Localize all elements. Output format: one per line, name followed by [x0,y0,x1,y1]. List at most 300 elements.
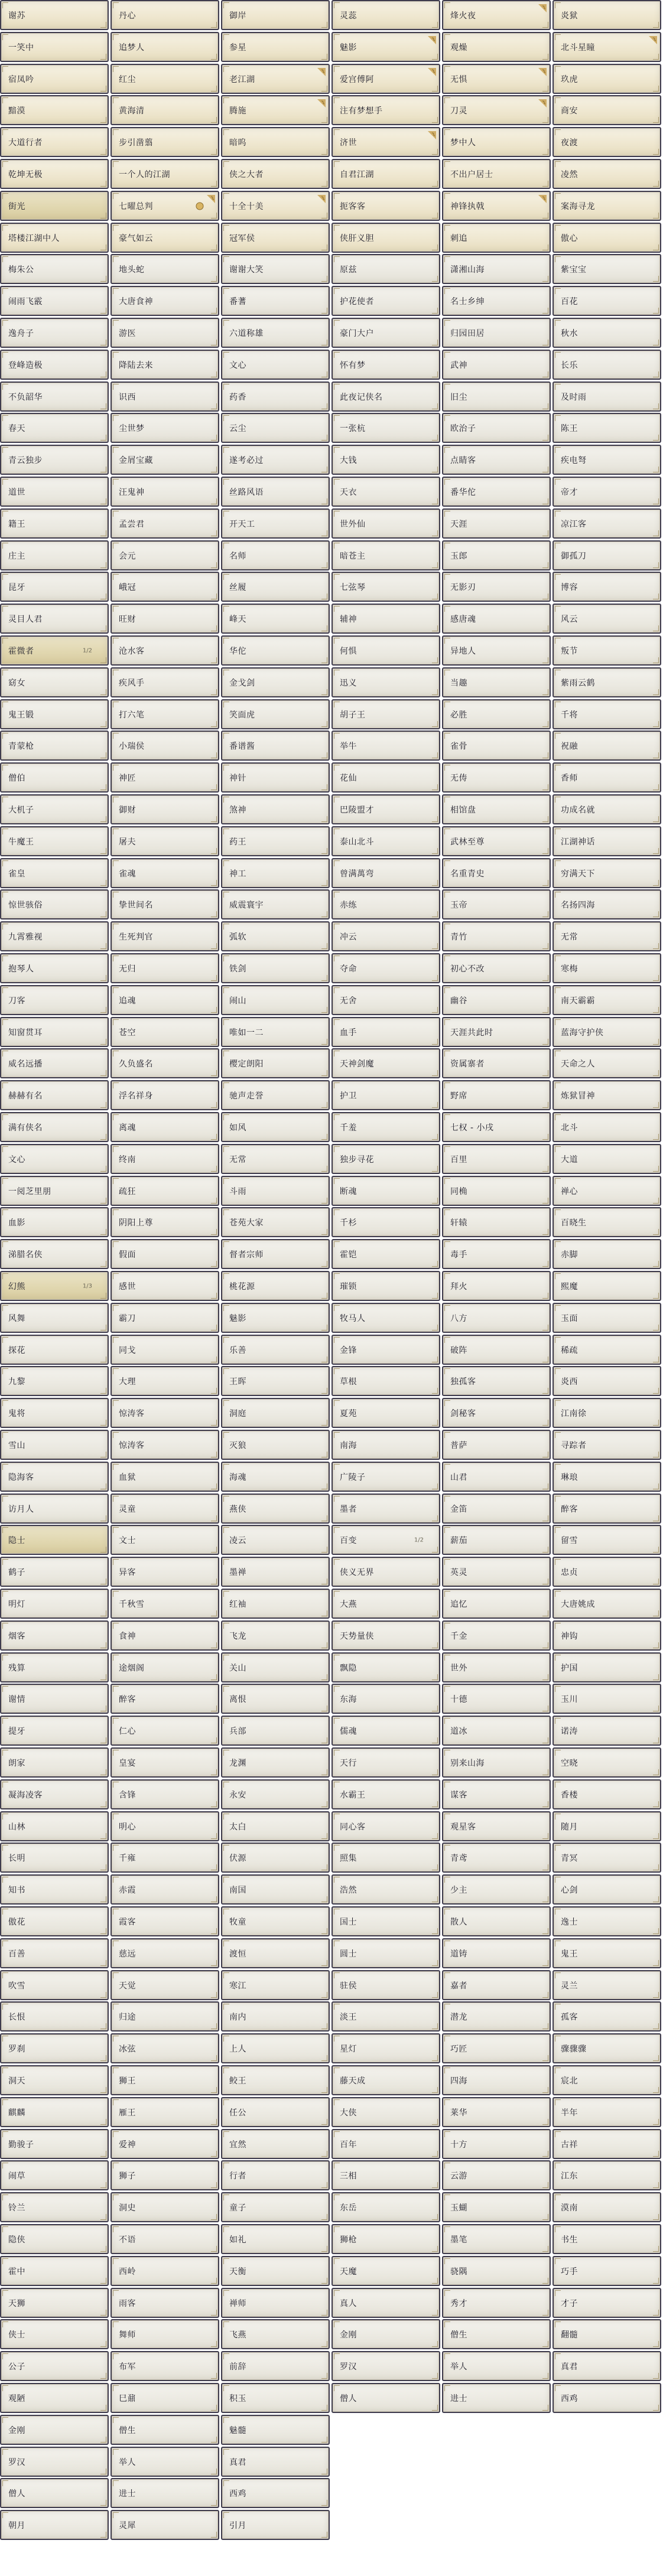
title-cell[interactable] [110,2065,219,2095]
title-cell[interactable] [442,1779,551,1809]
title-cell[interactable] [110,1144,219,1174]
title-cell[interactable] [0,381,109,412]
title-cell[interactable] [110,2319,219,2349]
title-cell[interactable] [332,286,440,316]
title-cell[interactable] [221,1779,330,1809]
title-cell[interactable] [0,1874,109,1905]
title-cell[interactable] [110,1525,219,1555]
title-cell[interactable] [332,1684,440,1714]
title-cell[interactable] [552,2319,661,2349]
title-cell[interactable] [110,2256,219,2286]
title-cell[interactable] [221,1335,330,1365]
title-cell[interactable] [442,1366,551,1396]
title-cell[interactable] [332,1271,440,1301]
title-cell[interactable] [442,2065,551,2095]
title-cell[interactable] [332,1430,440,1460]
title-cell[interactable] [552,223,661,253]
title-cell[interactable] [442,1335,551,1365]
title-cell[interactable] [0,731,109,761]
title-cell[interactable] [442,1716,551,1746]
title-cell[interactable] [332,1207,440,1237]
title-cell[interactable] [552,985,661,1015]
title-cell[interactable] [552,1811,661,1841]
title-cell[interactable] [332,572,440,602]
title-cell[interactable] [552,1494,661,1524]
title-cell[interactable] [110,445,219,475]
title-cell[interactable] [552,64,661,94]
title-cell[interactable] [0,508,109,539]
title-cell[interactable] [110,1811,219,1841]
title-cell[interactable] [552,508,661,539]
title-cell[interactable] [0,2256,109,2286]
title-cell[interactable] [332,953,440,983]
title-cell[interactable] [552,2351,661,2381]
title-cell[interactable] [442,826,551,856]
title-cell[interactable] [110,0,219,30]
title-cell[interactable] [552,1112,661,1142]
title-cell[interactable] [552,826,661,856]
title-cell[interactable] [110,350,219,380]
title-cell[interactable] [332,254,440,284]
title-cell[interactable] [0,1271,109,1301]
title-cell[interactable] [110,127,219,157]
title-cell[interactable] [552,1207,661,1237]
title-cell[interactable] [0,2097,109,2127]
title-cell[interactable] [442,1176,551,1206]
title-cell[interactable] [0,1970,109,2000]
title-cell[interactable] [0,32,109,62]
title-cell[interactable] [552,2065,661,2095]
title-cell[interactable] [0,1494,109,1524]
title-cell[interactable] [552,2097,661,2127]
title-cell[interactable] [110,1938,219,1968]
title-cell[interactable] [442,2224,551,2254]
title-cell[interactable] [552,191,661,221]
title-cell[interactable] [332,1970,440,2000]
title-cell[interactable] [221,381,330,412]
title-cell[interactable] [552,2001,661,2032]
title-cell[interactable] [552,2033,661,2063]
title-cell[interactable] [0,127,109,157]
title-cell[interactable] [332,1874,440,1905]
title-cell[interactable] [0,1080,109,1110]
title-cell[interactable] [110,2160,219,2190]
title-cell[interactable] [221,953,330,983]
title-cell[interactable] [221,1747,330,1778]
title-cell[interactable] [332,0,440,30]
title-cell[interactable] [221,318,330,348]
title-cell[interactable] [110,794,219,824]
title-cell[interactable] [0,826,109,856]
title-cell[interactable] [221,64,330,94]
title-cell[interactable] [110,1874,219,1905]
title-cell[interactable] [110,889,219,919]
title-cell[interactable] [221,2478,330,2508]
title-cell[interactable] [221,667,330,697]
title-cell[interactable] [442,2351,551,2381]
title-cell[interactable] [552,381,661,412]
title-cell[interactable] [332,826,440,856]
title-cell[interactable] [221,1906,330,1936]
title-cell[interactable] [110,540,219,570]
title-cell[interactable] [110,985,219,1015]
title-cell[interactable] [552,2192,661,2222]
title-cell[interactable] [442,1080,551,1110]
title-cell[interactable] [552,1652,661,1682]
title-cell[interactable] [221,1970,330,2000]
title-cell[interactable] [0,2415,109,2445]
title-cell[interactable] [0,794,109,824]
title-cell[interactable] [110,2383,219,2413]
title-cell[interactable] [332,731,440,761]
title-cell[interactable] [110,1970,219,2000]
title-cell[interactable] [332,1938,440,1968]
title-cell[interactable] [221,95,330,125]
title-cell[interactable] [110,1017,219,1047]
title-cell[interactable] [0,1112,109,1142]
title-cell[interactable] [110,1684,219,1714]
title-cell[interactable] [0,254,109,284]
title-cell[interactable] [332,1017,440,1047]
title-cell[interactable] [332,64,440,94]
title-cell[interactable] [332,223,440,253]
title-cell[interactable] [332,604,440,634]
title-cell[interactable] [110,635,219,666]
title-cell[interactable] [332,1747,440,1778]
title-cell[interactable] [0,2288,109,2318]
title-cell[interactable] [332,1779,440,1809]
title-cell[interactable] [221,985,330,1015]
title-cell[interactable] [0,2001,109,2032]
title-cell[interactable] [110,381,219,412]
title-cell[interactable] [0,223,109,253]
title-cell[interactable] [221,477,330,507]
title-cell[interactable] [552,604,661,634]
title-cell[interactable] [332,413,440,443]
title-cell[interactable] [552,1080,661,1110]
title-cell[interactable] [552,1620,661,1651]
title-cell[interactable] [0,2478,109,2508]
title-cell[interactable] [332,32,440,62]
title-cell[interactable] [552,699,661,729]
title-cell[interactable] [221,1811,330,1841]
title-cell[interactable] [332,635,440,666]
title-cell[interactable] [221,1494,330,1524]
title-cell[interactable] [552,2383,661,2413]
title-cell[interactable] [0,1557,109,1587]
title-cell[interactable] [221,2256,330,2286]
title-cell[interactable] [0,635,109,666]
title-cell[interactable] [221,2065,330,2095]
title-cell[interactable] [221,2001,330,2032]
title-cell[interactable] [552,540,661,570]
title-cell[interactable] [332,1494,440,1524]
title-cell[interactable] [221,2160,330,2190]
title-cell[interactable] [0,191,109,221]
title-cell[interactable] [0,1843,109,1873]
title-cell[interactable] [552,1525,661,1555]
title-cell[interactable] [221,223,330,253]
title-cell[interactable] [442,32,551,62]
title-cell[interactable] [110,953,219,983]
title-cell[interactable] [332,2097,440,2127]
title-cell[interactable] [332,1144,440,1174]
title-cell[interactable] [221,2097,330,2127]
title-cell[interactable] [442,2319,551,2349]
title-cell[interactable] [442,1144,551,1174]
title-cell[interactable] [442,1048,551,1078]
title-cell[interactable] [332,508,440,539]
title-cell[interactable] [221,794,330,824]
title-cell[interactable] [0,64,109,94]
title-cell[interactable] [0,1811,109,1841]
title-cell[interactable] [332,381,440,412]
title-cell[interactable] [110,2351,219,2381]
title-cell[interactable] [0,2129,109,2159]
title-cell[interactable] [442,1398,551,1428]
title-cell[interactable] [221,858,330,888]
title-cell[interactable] [110,1303,219,1333]
title-cell[interactable] [221,1652,330,1682]
title-cell[interactable] [442,1684,551,1714]
title-cell[interactable] [221,508,330,539]
title-cell[interactable] [0,1430,109,1460]
title-cell[interactable] [0,1938,109,1968]
title-cell[interactable] [332,2288,440,2318]
title-cell[interactable] [221,1176,330,1206]
title-cell[interactable] [442,2001,551,2032]
title-cell[interactable] [221,826,330,856]
title-cell[interactable] [0,2510,109,2540]
title-cell[interactable] [552,1843,661,1873]
title-cell[interactable] [221,1589,330,1619]
title-cell[interactable] [221,1938,330,1968]
title-cell[interactable] [0,1366,109,1396]
title-cell[interactable] [221,1557,330,1587]
title-cell[interactable] [332,540,440,570]
title-cell[interactable] [0,413,109,443]
title-cell[interactable] [552,350,661,380]
title-cell[interactable] [332,445,440,475]
title-cell[interactable] [332,1462,440,1492]
title-cell[interactable] [221,1620,330,1651]
title-cell[interactable] [0,2447,109,2477]
title-cell[interactable] [552,1048,661,1078]
title-cell[interactable] [221,2510,330,2540]
title-cell[interactable] [221,762,330,793]
title-cell[interactable] [110,1906,219,1936]
title-cell[interactable] [332,889,440,919]
title-cell[interactable] [110,2224,219,2254]
title-cell[interactable] [0,1652,109,1682]
title-cell[interactable] [552,1938,661,1968]
title-cell[interactable] [442,0,551,30]
title-cell[interactable] [0,572,109,602]
title-cell[interactable] [110,2415,219,2445]
title-cell[interactable] [552,254,661,284]
title-cell[interactable] [110,254,219,284]
title-cell[interactable] [221,0,330,30]
title-cell[interactable] [442,1494,551,1524]
title-cell[interactable] [110,921,219,951]
title-cell[interactable] [332,318,440,348]
title-cell[interactable] [221,1271,330,1301]
title-cell[interactable] [442,604,551,634]
title-cell[interactable] [442,1271,551,1301]
title-cell[interactable] [552,1557,661,1587]
title-cell[interactable] [552,445,661,475]
title-cell[interactable] [552,1335,661,1365]
title-cell[interactable] [442,1811,551,1841]
title-cell[interactable] [221,2224,330,2254]
title-cell[interactable] [221,1430,330,1460]
title-cell[interactable] [110,1080,219,1110]
title-cell[interactable] [332,1303,440,1333]
title-cell[interactable] [110,2129,219,2159]
title-cell[interactable] [0,2351,109,2381]
title-cell[interactable] [110,2001,219,2032]
title-cell[interactable] [442,2383,551,2413]
title-cell[interactable] [442,953,551,983]
title-cell[interactable] [110,64,219,94]
title-cell[interactable] [332,1843,440,1873]
title-cell[interactable] [332,985,440,1015]
title-cell[interactable] [110,604,219,634]
title-cell[interactable] [221,127,330,157]
title-cell[interactable] [332,1398,440,1428]
title-cell[interactable] [110,858,219,888]
title-cell[interactable] [110,1398,219,1428]
title-cell[interactable] [0,2065,109,2095]
title-cell[interactable] [0,2383,109,2413]
title-cell[interactable] [0,318,109,348]
title-cell[interactable] [442,1843,551,1873]
title-cell[interactable] [442,858,551,888]
title-cell[interactable] [332,921,440,951]
title-cell[interactable] [110,2447,219,2477]
title-cell[interactable] [110,413,219,443]
title-cell[interactable] [0,286,109,316]
title-cell[interactable] [0,953,109,983]
title-cell[interactable] [332,1557,440,1587]
title-cell[interactable] [442,318,551,348]
title-cell[interactable] [442,1557,551,1587]
title-cell[interactable] [442,1239,551,1269]
title-cell[interactable] [332,1335,440,1365]
title-cell[interactable] [110,1048,219,1078]
title-cell[interactable] [442,1938,551,1968]
title-cell[interactable] [442,191,551,221]
title-cell[interactable] [221,2192,330,2222]
title-cell[interactable] [0,540,109,570]
title-cell[interactable] [552,2288,661,2318]
title-cell[interactable] [442,1906,551,1936]
title-cell[interactable] [552,1366,661,1396]
title-cell[interactable] [221,286,330,316]
title-cell[interactable] [110,1462,219,1492]
title-cell[interactable] [552,1303,661,1333]
title-cell[interactable] [332,699,440,729]
title-cell[interactable] [0,1716,109,1746]
title-cell[interactable] [221,1874,330,1905]
title-cell[interactable] [332,2319,440,2349]
title-cell[interactable] [332,1525,440,1555]
title-cell[interactable] [221,2447,330,2477]
title-cell[interactable] [442,1017,551,1047]
title-cell[interactable] [110,1335,219,1365]
title-cell[interactable] [442,731,551,761]
title-cell[interactable] [442,1874,551,1905]
title-cell[interactable] [552,1874,661,1905]
title-cell[interactable] [442,223,551,253]
title-cell[interactable] [221,445,330,475]
title-cell[interactable] [0,858,109,888]
title-cell[interactable] [442,1112,551,1142]
title-cell[interactable] [221,1239,330,1269]
title-cell[interactable] [0,95,109,125]
title-cell[interactable] [442,1747,551,1778]
title-cell[interactable] [110,1176,219,1206]
title-cell[interactable] [442,572,551,602]
title-cell[interactable] [110,1747,219,1778]
title-cell[interactable] [552,2129,661,2159]
title-cell[interactable] [442,1589,551,1619]
title-cell[interactable] [552,667,661,697]
title-cell[interactable] [552,1271,661,1301]
title-cell[interactable] [552,1176,661,1206]
title-cell[interactable] [0,889,109,919]
title-cell[interactable] [0,1462,109,1492]
title-cell[interactable] [0,1906,109,1936]
title-cell[interactable] [552,889,661,919]
title-cell[interactable] [442,413,551,443]
title-cell[interactable] [552,572,661,602]
title-cell[interactable] [221,2351,330,2381]
title-cell[interactable] [110,762,219,793]
title-cell[interactable] [0,2192,109,2222]
title-cell[interactable] [0,1303,109,1333]
title-cell[interactable] [0,0,109,30]
title-cell[interactable] [0,1525,109,1555]
title-cell[interactable] [442,762,551,793]
title-cell[interactable] [221,1112,330,1142]
title-cell[interactable] [332,477,440,507]
title-cell[interactable] [221,1303,330,1333]
title-cell[interactable] [110,1112,219,1142]
title-cell[interactable] [110,286,219,316]
title-cell[interactable] [552,2256,661,2286]
title-cell[interactable] [0,1239,109,1269]
title-cell[interactable] [110,2192,219,2222]
title-cell[interactable] [110,699,219,729]
title-cell[interactable] [552,953,661,983]
title-cell[interactable] [552,1906,661,1936]
title-cell[interactable] [221,254,330,284]
title-cell[interactable] [332,95,440,125]
title-cell[interactable] [221,2288,330,2318]
title-cell[interactable] [110,1207,219,1237]
title-cell[interactable] [332,858,440,888]
title-cell[interactable] [110,731,219,761]
title-cell[interactable] [221,572,330,602]
title-cell[interactable] [0,1684,109,1714]
title-cell[interactable] [442,2129,551,2159]
title-cell[interactable] [110,1366,219,1396]
title-cell[interactable] [552,286,661,316]
title-cell[interactable] [332,1811,440,1841]
title-cell[interactable] [332,159,440,189]
title-cell[interactable] [110,572,219,602]
